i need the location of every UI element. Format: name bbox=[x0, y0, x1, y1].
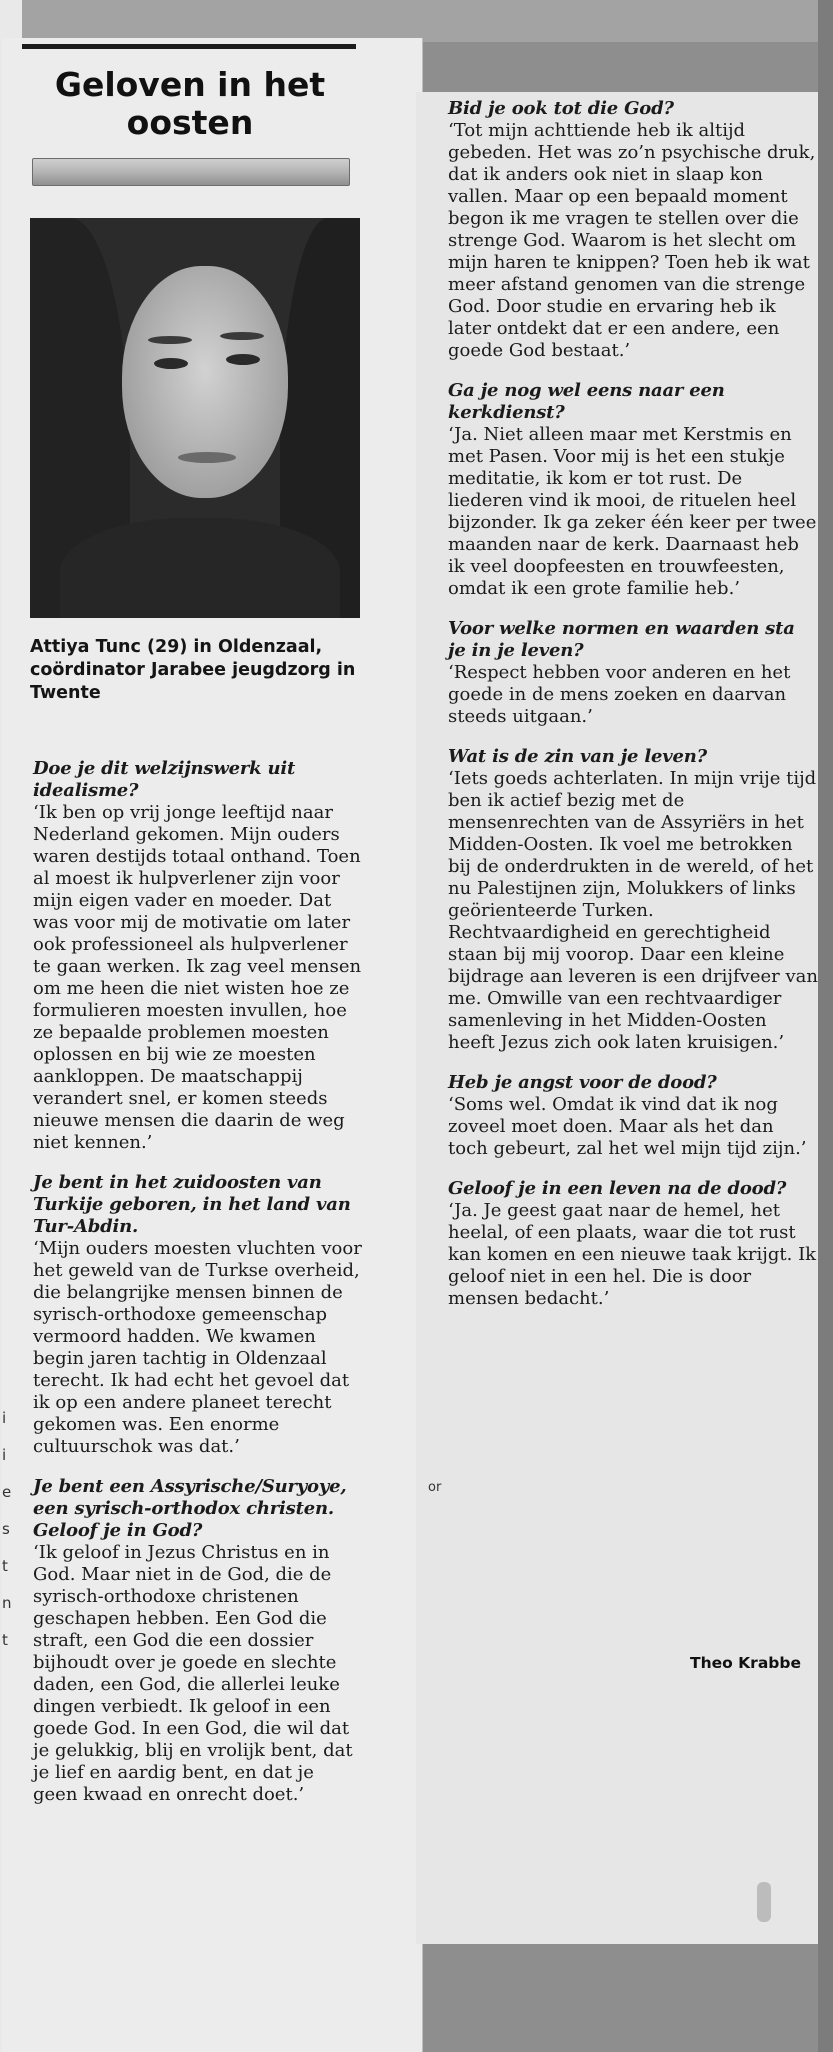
portrait-photo bbox=[30, 218, 360, 618]
margin-mark: e bbox=[2, 1483, 12, 1501]
photo-caption: Attiya Tunc (29) in Oldenzaal, coördinator Jarabee jeugdzorg in Twente bbox=[30, 637, 356, 703]
headline-bar bbox=[32, 158, 350, 186]
article-headline: Geloven in het oosten bbox=[54, 65, 326, 142]
qa-block bbox=[448, 380, 818, 600]
header-rule bbox=[22, 44, 356, 49]
qa-block bbox=[33, 1476, 363, 1806]
paper-tear-mark bbox=[757, 1882, 771, 1922]
interview-answer: ‘Ja. Niet alleen maar met Kerstmis en met Pasen. Voor mij is het een stukje meditatie, ik kom er tot rust. De liederen vind ik mooi, de rituelen heel bijzonder. Ik ga zeker één keer per twee maanden naar de kerk. Daarnaast heb ik veel doopfeesten en trouwfeesten, omdat ik een grote familie heb.’ bbox=[448, 424, 817, 599]
margin-mark: or bbox=[428, 1480, 442, 1495]
margin-mark: t bbox=[2, 1557, 8, 1575]
interview-question: Geloof je in een leven na de dood? bbox=[448, 1178, 787, 1199]
interview-answer: ‘Ik geloof in Jezus Christus en in God. Maar niet in de God, die de syrisch-orthodoxe christenen geschapen hebben. Een God die straft, een God die een dossier bijhoudt over je goede en slechte daden, een God, die allerlei leuke dingen verbiedt. Ik geloof in een goede God. In een God, die wil dat je gelukkig, blij en vrolijk bent, dat je lief en aardig bent, en dat je geen kwaad en onrecht doet.’ bbox=[33, 1542, 353, 1805]
interview-question: Wat is de zin van je leven? bbox=[448, 746, 707, 767]
interview-answer: ‘Soms wel. Omdat ik vind dat ik nog zoveel moet doen. Maar als het dan toch gebeurt, zal het wel mijn tijd zijn.’ bbox=[448, 1094, 807, 1159]
interview-question: Je bent een Assyrische/Suryoye, een syrisch-orthodox christen. Geloof je in God? bbox=[33, 1476, 347, 1541]
margin-marks bbox=[2, 1400, 20, 1659]
interview-question: Voor welke normen en waarden sta je in je leven? bbox=[448, 618, 795, 661]
qa-block bbox=[448, 618, 818, 728]
background-edge bbox=[818, 0, 833, 2052]
qa-block bbox=[448, 1072, 818, 1160]
background-band bbox=[0, 0, 833, 42]
interview-question: Bid je ook tot die God? bbox=[448, 98, 674, 119]
interview-question: Heb je angst voor de dood? bbox=[448, 1072, 717, 1093]
qa-block bbox=[33, 758, 363, 1154]
interview-question: Je bent in het zuidoosten van Turkije geboren, in het land van Tur-Abdin. bbox=[33, 1172, 351, 1237]
author-byline: Theo Krabbe bbox=[690, 1654, 801, 1672]
interview-answer: ‘Mijn ouders moesten vluchten voor het geweld van de Turkse overheid, die belangrijke mensen binnen de syrisch-orthodoxe gemeenschap vermoord hadden. We kwamen begin jaren tachtig in Oldenzaal terecht. Ik had echt het gevoel dat ik op een andere planeet terecht gekomen was. Een enorme cultuurschok was dat.’ bbox=[33, 1238, 362, 1457]
qa-block bbox=[448, 1178, 818, 1310]
qa-block bbox=[448, 98, 818, 362]
interview-answer: ‘Iets goeds achterlaten. In mijn vrije tijd ben ik actief bezig met de mensenrechten van de Assyriërs in het Midden-Oosten. Ik voel me betrokken bij de onderdrukten in de wereld, of het nu Palestijnen zijn, Molukkers of links geörienteerde Turken. Rechtvaardigheid en gerechtigheid staan bij mij voorop. Daar een kleine bijdrage aan leveren is een drijfveer van me. Omwille van een rechtvaardiger samenleving in het Midden-Oosten heeft Jezus zich ook laten kruisigen.’ bbox=[448, 768, 818, 1053]
interview-answer: ‘Ja. Je geest gaat naar de hemel, het heelal, of een plaats, waar die tot rust kan komen en een nieuwe taak krijgt. Ik geloof niet in een hel. Die is door mensen bedacht.’ bbox=[448, 1200, 817, 1309]
qa-block bbox=[33, 1172, 363, 1458]
interview-answer: ‘Ik ben op vrij jonge leeftijd naar Nederland gekomen. Mijn ouders waren destijds totaal onthand. Toen al moest ik hulpverlener zijn voor mijn eigen vader en moeder. Dat was voor mij de motivatie om later ook professioneel als hulpverlener te gaan werken. Ik zag veel mensen om me heen die niet wisten hoe ze formulieren moesten invullen, hoe ze bepaalde problemen moesten oplossen en bij wie ze moesten aankloppen. De maatschappij verandert snel, er komen steeds nieuwe mensen die daarin de weg niet kennen.’ bbox=[33, 802, 362, 1153]
margin-mark: n bbox=[2, 1594, 12, 1612]
left-column bbox=[33, 758, 363, 1824]
interview-question: Ga je nog wel eens naar een kerkdienst? bbox=[448, 380, 725, 423]
interview-answer: ‘Respect hebben voor anderen en het goede in de mens zoeken en daarvan steeds uitgaan.’ bbox=[448, 662, 791, 727]
right-column bbox=[448, 98, 818, 1328]
margin-mark: i bbox=[2, 1409, 7, 1427]
margin-mark: s bbox=[2, 1520, 10, 1538]
interview-answer: ‘Tot mijn achttiende heb ik altijd gebeden. Het was zo’n psychische druk, dat ik anders ook niet in slaap kon vallen. Maar op een bepaald moment begon ik me vragen te stellen over die strenge God. Waarom is het slecht om mijn haren te knippen? Toen heb ik wat meer afstand genomen van die strenge God. Door studie en ervaring heb ik later ontdekt dat er een andere, een goede God bestaat.’ bbox=[448, 120, 816, 361]
qa-block bbox=[448, 746, 818, 1054]
margin-mark: i bbox=[2, 1446, 7, 1464]
margin-mark: t bbox=[2, 1631, 8, 1649]
interview-question: Doe je dit welzijnswerk uit idealisme? bbox=[33, 758, 296, 801]
